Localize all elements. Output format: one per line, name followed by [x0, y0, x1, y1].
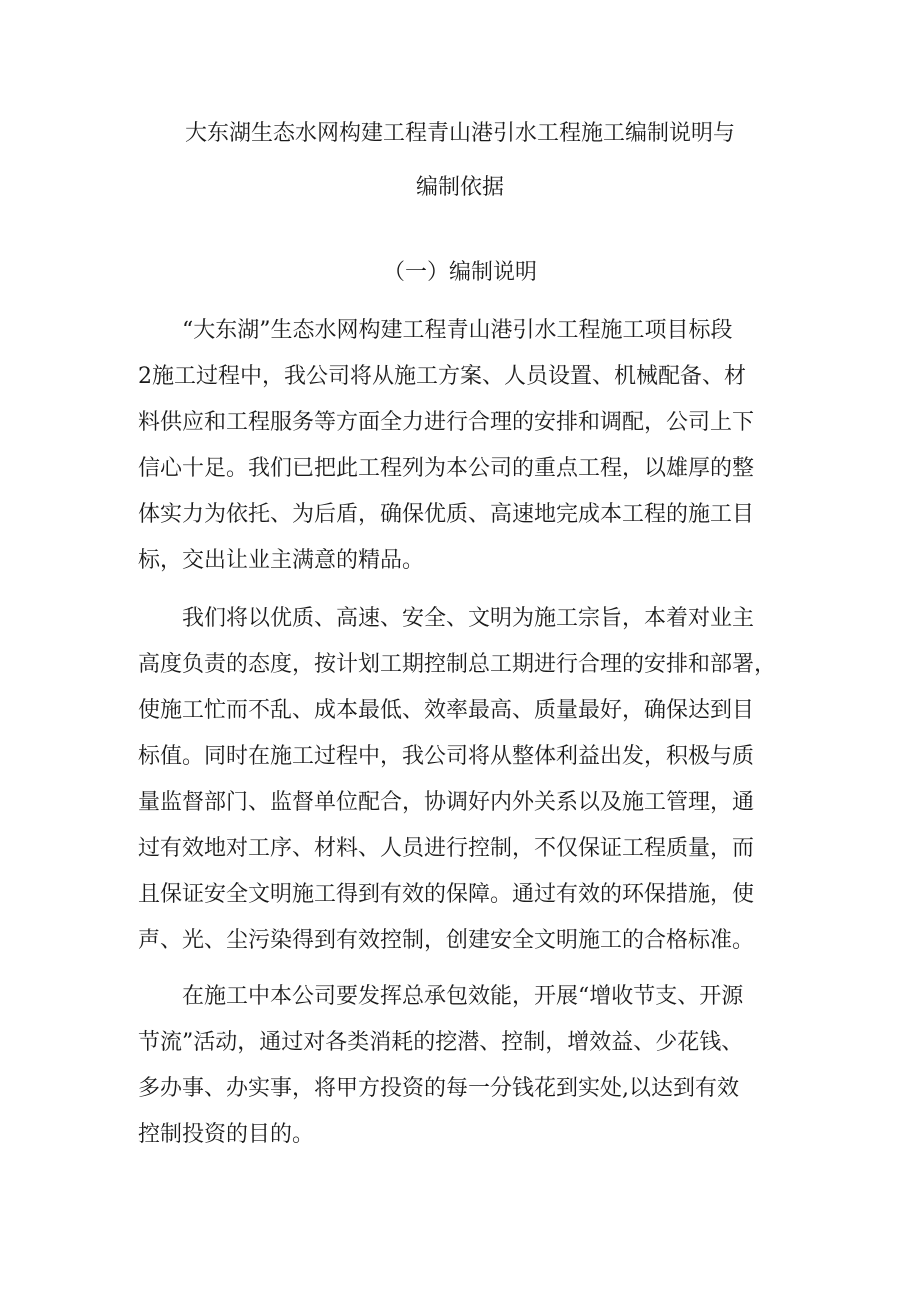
- paragraph-line: 控制投资的目的。: [138, 1122, 315, 1147]
- paragraph-line: 在施工中本公司要发挥总承包效能，开展“增收节支、开源: [182, 984, 744, 1009]
- paragraph-line: 高度负责的态度，按计划工期控制总工期进行合理的安排和部署，: [138, 652, 777, 677]
- paragraph-line: 过有效地对工序、材料、人员进行控制，不仅保证工程质量，而: [138, 836, 755, 861]
- document-title: [0, 107, 920, 215]
- paragraph-line: 标，交出让业主满意的精品。: [138, 548, 425, 573]
- title-line: 编制依据: [415, 175, 504, 200]
- paragraph-line: 料供应和工程服务等方面全力进行合理的安排和调配，公司上下: [138, 410, 755, 435]
- paragraph-line: 我们将以优质、高速、安全、文明为施工宗旨，本着对业主: [182, 606, 755, 631]
- paragraph-line: 标值。同时在施工过程中，我公司将从整体利益出发，积极与质: [138, 744, 755, 769]
- paragraph-line: 节流”活动，通过对各类消耗的挖潜、控制，增效益、少花钱、: [138, 1030, 744, 1055]
- section-heading: （一）编制说明: [382, 260, 537, 285]
- paragraph-2: [138, 596, 784, 964]
- paragraph-line: 量监督部门、监督单位配合，协调好内外关系以及施工管理，通: [138, 790, 755, 815]
- paragraph-line: 信心十足。我们已把此工程列为本公司的重点工程，以雄厚的整: [138, 456, 755, 481]
- paragraph-line: 多办事、办实事，将甲方投资的每一分钱花到实处,以达到有效: [138, 1076, 739, 1101]
- paragraph-line: 体实力为依托、为后盾，确保优质、高速地完成本工程的施工目: [138, 502, 755, 527]
- paragraph-1: [138, 308, 784, 584]
- paragraph-line: 且保证安全文明施工得到有效的保障。通过有效的环保措施，使: [138, 882, 755, 907]
- title-line: 大东湖生态水网构建工程青山港引水工程施工编制说明与: [184, 121, 735, 146]
- paragraph-line: “大东湖”生态水网构建工程青山港引水工程施工项目标段: [182, 318, 733, 343]
- paragraph-line: 使施工忙而不乱、成本最低、效率最高、质量最好，确保达到目: [138, 698, 755, 723]
- paragraph-line: 声、光、尘污染得到有效控制，创建安全文明施工的合格标准。: [138, 928, 755, 953]
- paragraph-line: 2施工过程中，我公司将从施工方案、人员设置、机械配备、材: [138, 364, 746, 389]
- paragraph-3: [138, 974, 784, 1158]
